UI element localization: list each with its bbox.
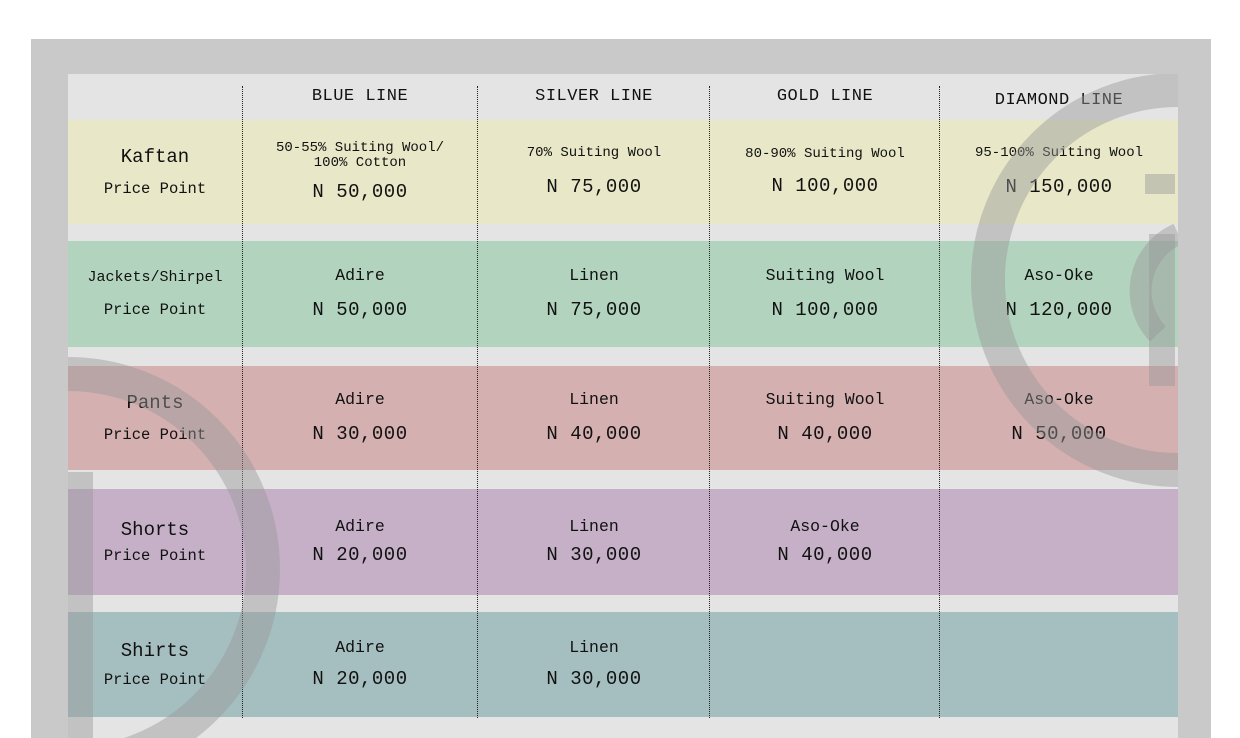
price-value: N 100,000: [771, 174, 879, 197]
price-value: N 20,000: [312, 667, 408, 690]
price-value: N 150,000: [1005, 175, 1113, 198]
cell-blue: [242, 366, 478, 470]
price-point-label: Price Point: [103, 301, 207, 319]
material-label: Aso-Oke: [1024, 265, 1094, 285]
price-value: N 30,000: [312, 423, 408, 446]
cell-diamond-empty: [940, 612, 1178, 717]
material-label: Adire: [335, 389, 385, 409]
material-label: Suiting Wool: [765, 265, 885, 285]
material-label: Suiting Wool: [765, 389, 885, 409]
material-label: 80-90% Suiting Wool: [745, 146, 905, 163]
material-label: Adire: [335, 516, 385, 536]
cell-diamond: [940, 366, 1178, 470]
price-value: N 40,000: [777, 544, 873, 567]
price-value: N 75,000: [546, 175, 642, 198]
price-table: [68, 74, 1178, 738]
price-point-label: Price Point: [103, 547, 207, 566]
price-point-label: Price Point: [103, 426, 207, 445]
price-value: N 75,000: [546, 299, 642, 322]
category-cell: [68, 366, 242, 470]
material-label: Linen: [569, 638, 619, 658]
material-label: Adire: [335, 638, 385, 658]
cell-diamond-empty: [940, 489, 1178, 595]
header-empty: [68, 74, 242, 118]
cell-diamond: [940, 120, 1178, 224]
price-value: N 30,000: [546, 667, 642, 690]
header-blue-line: BLUE LINE: [311, 86, 409, 106]
material-label: Linen: [569, 265, 619, 285]
material-label: Aso-Oke: [1024, 389, 1094, 409]
header-silver-line: SILVER LINE: [535, 86, 653, 106]
cell-gold: [710, 366, 940, 470]
price-value: N 40,000: [546, 423, 642, 446]
material-label: 95-100% Suiting Wool: [974, 145, 1144, 162]
price-value: N 50,000: [1011, 423, 1107, 446]
material-label: Linen: [569, 516, 619, 536]
price-value: N 50,000: [312, 181, 408, 204]
price-point-label: Price Point: [103, 180, 207, 199]
column-divider: [242, 86, 243, 718]
price-value: N 120,000: [1005, 299, 1113, 322]
cell-silver: [478, 120, 710, 224]
price-value: N 20,000: [312, 544, 408, 567]
cell-blue: [242, 120, 478, 224]
material-label: Aso-Oke: [790, 516, 860, 536]
category-label: Jackets/Shirpel: [87, 269, 223, 286]
category-label: Shirts: [120, 640, 190, 663]
cell-blue: [242, 241, 478, 347]
column-divider: [939, 86, 940, 718]
cell-gold: [710, 241, 940, 347]
header-diamond-line: DIAMOND LINE: [994, 90, 1124, 110]
row-jackets: [68, 241, 1178, 347]
price-value: N 30,000: [546, 544, 642, 567]
row-kaftan: [68, 120, 1178, 224]
category-label: Kaftan: [120, 145, 190, 168]
cell-silver: [478, 366, 710, 470]
column-divider: [709, 86, 710, 718]
cell-blue: [242, 489, 478, 595]
material-label: Linen: [569, 389, 619, 409]
price-value: N 40,000: [777, 423, 873, 446]
price-point-label: Price Point: [103, 670, 207, 689]
cell-silver: [478, 241, 710, 347]
cell-gold: [710, 120, 940, 224]
category-cell: [68, 489, 242, 595]
row-pants: [68, 366, 1178, 470]
category-cell: [68, 120, 242, 224]
row-shorts: [68, 489, 1178, 595]
column-divider: [477, 86, 478, 718]
cell-silver: [478, 612, 710, 717]
category-label: Pants: [126, 391, 184, 414]
material-label: Adire: [335, 265, 385, 285]
category-label: Shorts: [120, 518, 190, 541]
cell-gold: [710, 489, 940, 595]
row-shirts: [68, 612, 1178, 717]
cell-silver: [478, 489, 710, 595]
cell-blue: [242, 612, 478, 717]
category-cell: [68, 612, 242, 717]
material-label: 50-55% Suiting Wool/ 100% Cotton: [275, 139, 445, 171]
material-label: 70% Suiting Wool: [526, 145, 662, 162]
price-value: N 100,000: [771, 299, 879, 322]
cell-gold-empty: [710, 612, 940, 717]
header-gold-line: GOLD LINE: [776, 86, 874, 106]
price-value: N 50,000: [312, 299, 408, 322]
category-cell: [68, 241, 242, 347]
cell-diamond: [940, 241, 1178, 347]
